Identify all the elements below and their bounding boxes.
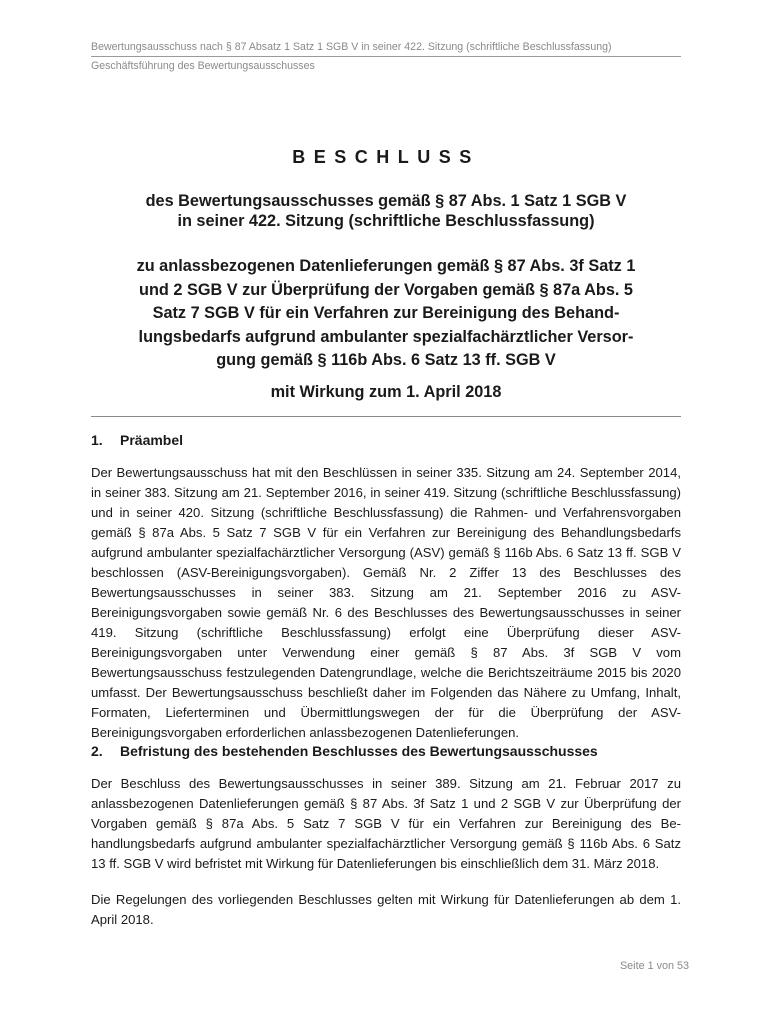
- paragraph: Der Bewertungsausschuss hat mit den Beschlüssen in seiner 335. Sitzung am 24. September 2014, in seiner 383. Sitzung am 21. September 2016, in seiner 419. Sitzung (schriftliche Beschlussfassung) und in seiner 420. Sitzung (schriftliche Beschlussfassung) die Rahmen- und Verfahrensvorgaben gemäß § 87a Abs. 5 Satz 7 SGB V für ein Verfahren zur Bereinigung des Behandlungsbedarfs aufgrund ambulanter spezialfachärztlicher Versorgung (ASV) gemäß § 116b Abs. 6 Satz 13 ff. SGB V beschlossen (ASV-Bereinigungsvorgaben). Gemäß Nr. 2 Ziffer 13 des Beschlusses des Bewertungsausschusses in seiner 383. Sitzung am 21. September 2016 zu ASV-Bereinigungsvorgaben sowie gemäß Nr. 6 des Beschlusses des Bewertungsausschusses in seiner 419. Sitzung (schriftliche Beschlussfassung) erfolgt eine Überprüfung dieser ASV-Bereinigungsvorgaben unter Verwendung einer gemäß § 87 Abs. 3f SGB V vom Bewertungsausschuss festzulegenden Datengrundlage, welche die Berichtszeiträume 2015 bis 2020 umfasst. Der Bewertungsausschuss beschließt daher im Folgenden das Nähere zu Umfang, Inhalt, Formaten, Lieferterminen und Übermittlungswegen der für die Überprüfung der ASV-Bereinigungsvorgaben erforderlichen anlassbezogenen Datenlieferungen.: [91, 465, 681, 740]
- section-heading: [91, 432, 681, 448]
- paragraph: Die Regelungen des vorliegenden Beschlusses gelten mit Wirkung für Datenlieferungen ab dem 1. April 2018.: [91, 892, 681, 927]
- section-preamble: [91, 432, 681, 743]
- section-number: 2.: [91, 743, 103, 759]
- effective-date: mit Wirkung zum 1. April 2018: [270, 383, 502, 401]
- subtitle-line: des Bewertungsausschusses gemäß § 87 Abs. 1 Satz 1 SGB V: [145, 192, 627, 210]
- subject-line: Satz 7 SGB V für ein Verfahren zur Bereinigung des Behand-: [152, 304, 620, 322]
- section-heading: [91, 743, 681, 759]
- document-title: BESCHLUSS: [292, 147, 480, 167]
- running-header: [91, 41, 681, 72]
- section-number: 1.: [91, 432, 103, 448]
- header-meeting-line: Bewertungsausschuss nach § 87 Absatz 1 Satz 1 SGB V in seiner 422. Sitzung (schriftliche Beschlussfassung): [91, 41, 681, 57]
- section-title: Befristung des bestehenden Beschlusses des Bewertungsausschusses: [120, 743, 598, 759]
- subject-line: und 2 SGB V zur Überprüfung der Vorgaben gemäß § 87a Abs. 5: [139, 280, 633, 299]
- section-limitation: [91, 743, 681, 930]
- title-divider: [91, 416, 681, 417]
- section-title: Präambel: [120, 432, 184, 448]
- document-subject: [91, 255, 681, 373]
- document-subtitle: [91, 191, 681, 231]
- header-office-line: Geschäftsführung des Bewertungsausschusses: [91, 60, 315, 72]
- subject-line: gung gemäß § 116b Abs. 6 Satz 13 ff. SGB V: [216, 351, 556, 369]
- subject-line: lungsbedarfs aufgrund ambulanter spezialfachärztlicher Versor-: [138, 327, 634, 346]
- subtitle-line: in seiner 422. Sitzung (schriftliche Beschlussfassung): [177, 212, 595, 230]
- subject-line: zu anlassbezogenen Datenlieferungen gemäß § 87 Abs. 3f Satz 1: [136, 257, 636, 275]
- paragraph: Der Beschluss des Bewertungsausschusses in seiner 389. Sitzung am 21. Februar 2017 zu anlassbezogenen Datenlieferungen gemäß § 87 Abs. 3f Satz 1 und 2 SGB V zur Überprüfung der Vorgaben gemäß § 87a Abs. 5 Satz 7 SGB V für ein Verfahren zur Bereinigung des Behandlungsbedarfs aufgrund ambulanter spezialfachärztlicher Versorgung gemäß § 116b Abs. 6 Satz 13 ff. SGB V wird befristet mit Wirkung für Datenlieferungen bis einschließlich dem 31. März 2018.: [91, 776, 681, 871]
- page-number: Seite 1 von 53: [619, 960, 689, 972]
